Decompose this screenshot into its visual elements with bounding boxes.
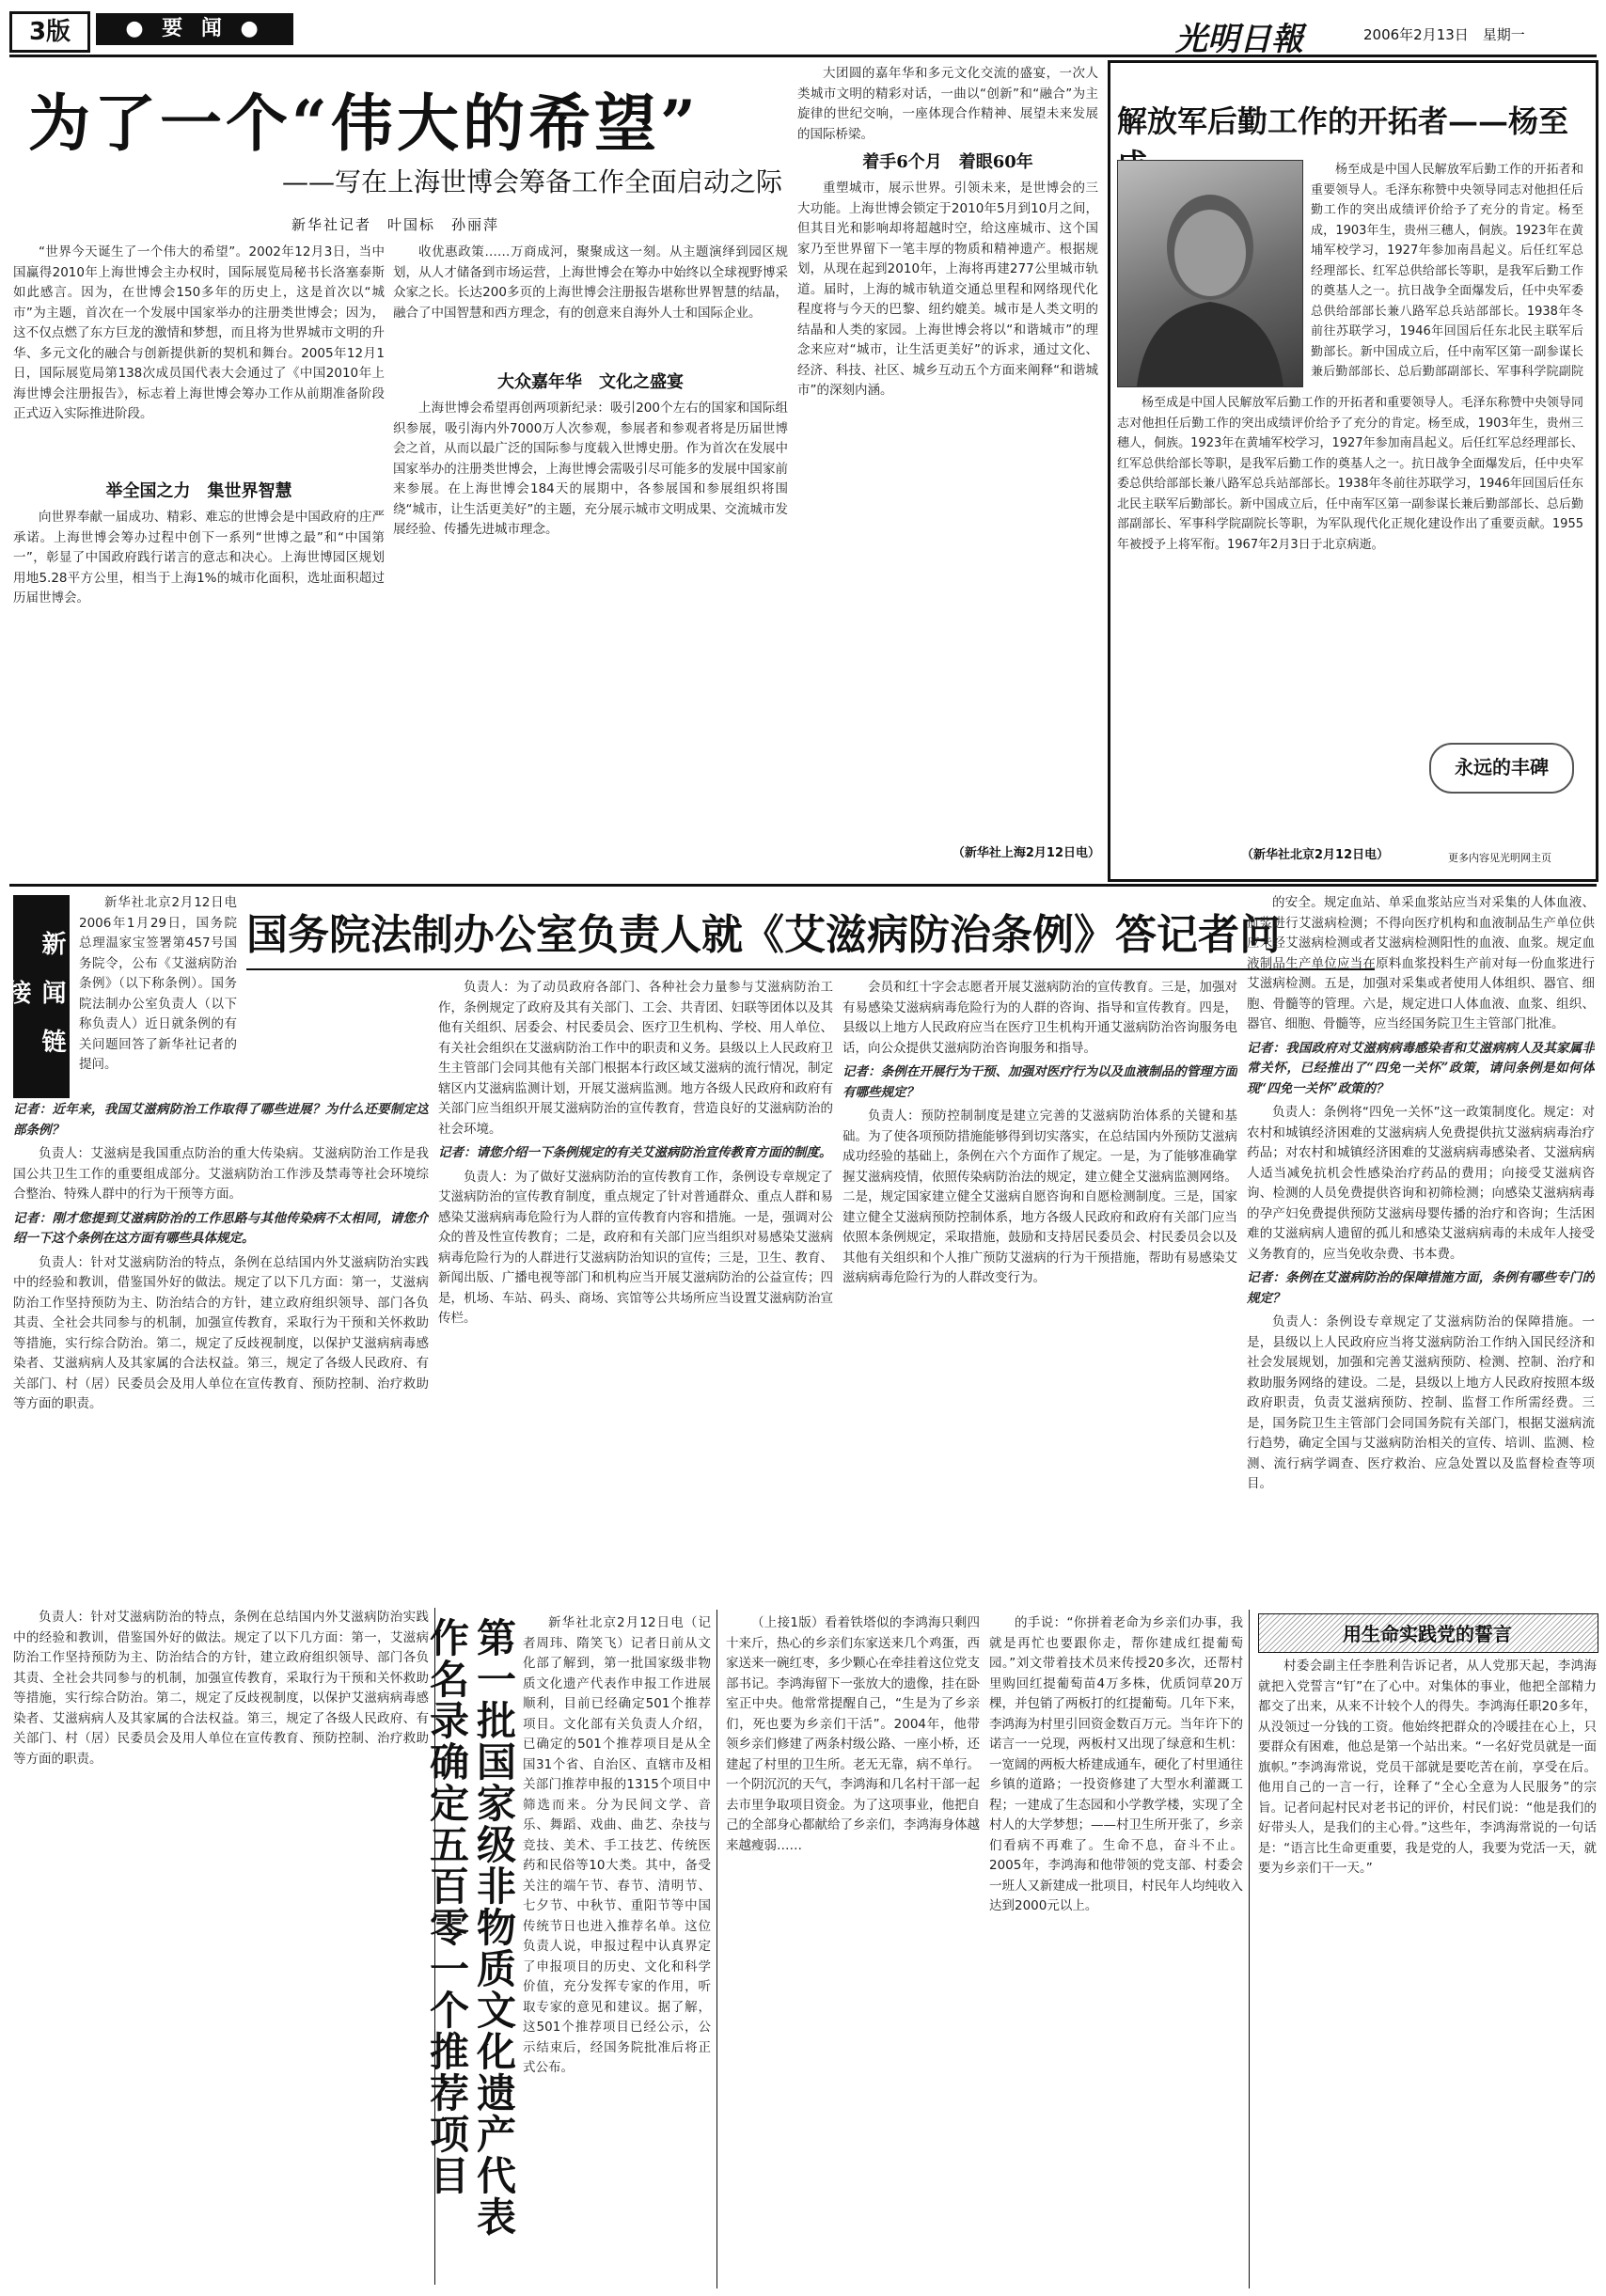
lead-col3b: 重塑城市，展示世界。引领未来，是世博会的三大功能。上海世博会锁定于2010年5月到10月之间，但其目光和影响却将超越时空，给这座城市、这个国家乃至世界留下一笔丰厚的物质和精神遗产。根据规划，从现在起到2010年，上海将再建277公里城市轨道。届时，上海的城市轨道交通总里程和网络现代化程度将与今天的巴黎、纽约媲美。城市是人类文明的结晶和人类的家园。上海世博会将以“和谐城市”的理念来应对“城市，让生活更美好”的诉求，通过文化、经济、科技、社区、城乡互动五个方面来阐释“和谐城市”的深刻内涵。 — [797, 181, 1098, 398]
portrait-photo — [1117, 160, 1303, 387]
biography-title: 解放军后勤工作的开拓者——杨至 — [1117, 103, 1569, 139]
memorial-seal: 永远的丰碑 — [1429, 743, 1574, 794]
answer: 负责人：针对艾滋病防治的特点，条例在总结国内外艾滋病防治实践中的经验和教训，借鉴国外好的做法。规定了以下几方面：第一，艾滋病防治工作坚持预防为主、防治结合的方针，建立政府组织领导、部门各负其责、全社会共同参与的机制，加强宣传教育，采取行为干预和关怀救助等措施，实行综合防治。第二，规定了反歧视制度，以保护艾滋病病毒感染者、艾滋病病人及其家属的合法权益。第三，规定了各级人民政府、有关部门、村（居）民委员会及用人单位在宣传教育、预防控制、治疗救助等方面的职责。 — [13, 1254, 429, 1411]
section-label: ● 要 闻 ● — [96, 13, 293, 45]
answer: 的安全。规定血站、单采血浆站应当对采集的人体血液、血浆进行艾滋病检测；不得向医疗机构和血液制品生产单位供应未经艾滋病检测或者艾滋病检测阳性的血液、血浆。规定血液制品生产单位应当在原料血浆投料生产前对每一份血浆进行艾滋病检测。五是，加强对采集或者使用人体组织、器官、细胞、骨髓等的管理。六是，规定进口人体血液、血浆、组织、器官、细胞、骨髓等，应当经国务院卫生主管部门批准。 — [1247, 895, 1595, 1031]
answer: 负责人：为了动员政府各部门、各种社会力量参与艾滋病防治工作，条例规定了政府及其有关部门、工会、共青团、妇联等团体以及其他有关组织、居委会、村民委员会、医疗卫生机构、学校、用人单位、有关社会组织在艾滋病防治工作中的职责和义务。县级以上人民政府卫生主管部门会同其他有关部门根据本行政区域艾滋病的流行情况，制定辖区内艾滋病监测计划，开展艾滋病监测。地方各级人民政府和政府有关部门应当组织开展艾滋病防治的宣传教育，营造良好的艾滋病防治的社会环境。 — [438, 980, 833, 1137]
lead-col3: 大团圆的嘉年华和多元文化交流的盛宴，一次人类城市文明的精彩对话，一曲以“创新”和“融合”为主旋律的世纪交响，一座体现合作精神、展望未来发展的国际桥梁。 — [797, 66, 1098, 142]
aids-headline-rule — [246, 968, 1375, 970]
heritage-headline: 第一批国家级非物质文化遗产代表作名录确定五百零一个推荐项目 — [424, 1617, 517, 2238]
answer: 会员和红十字会志愿者开展艾滋病防治的宣传教育。三是，加强对有易感染艾滋病病毒危险行为的人群的咨询、指导和宣传教育。四是，县级以上地方人民政府应当在医疗卫生机构开通艾滋病防治咨询服务电话，向公众提供艾滋病防治咨询服务和指导。 — [842, 980, 1237, 1056]
lead-col2b: 上海世博会希望再创两项新纪录：吸引200个左右的国家和国际组织参展，吸引海内外7000万人次参观，参展者和参观者将是历届世博会之首，从而以最广泛的国际参与度载入世博史册。作为首次在发展中国家举办的注册类世博会，上海世博会需吸引尽可能多的发展中国家前来参展。在上海世博会184天的展期中，各参展国和参展组织将围绕“城市，让生活更美好”的主题，充分展示城市文明成果、交流城市发展经验、传播先进城市理念。 — [393, 401, 788, 537]
biography-credit: （新华社北京2月12日电） — [1241, 848, 1390, 862]
oath-title: 用生命实践党的誓言 — [1343, 1623, 1512, 1645]
aids-col4 — [1247, 893, 1595, 1603]
question: 记者：条例在艾滋病防治的保障措施方面，条例有哪些专门的规定？ — [1247, 1270, 1595, 1306]
heritage-text: 新华社北京2月12日电（记者周玮、隋笑飞）记者日前从文化部了解到，第一批国家级非物质文化遗产代表作申报工作进展顺利，目前已经确定501个推荐项目。文化部有关负责人介绍，已确定的501个推荐项目是从全国31个省、自治区、直辖市及相关部门推荐申报的1315个项目中筛选而来。分为民间文学、音乐、舞蹈、戏曲、曲艺、杂技与竞技、美术、手工技艺、传统医药和民俗等10大类。其中，备受关注的端午节、春节、清明节、七夕节、中秋节、重阳节等中国传统节日也进入推荐名单。这位负责人说，申报过程中认真界定了申报项目的历史、文化和科学价值，充分发挥专家的作用，听取专家的意见和建议。据了解，这501个推荐项目已经公示，公示结束后，经国务院批准后将正式公布。 — [523, 1615, 711, 2075]
answer: 负责人：预防控制制度是建立完善的艾滋病防治体系的关键和基础。为了使各项预防措施能够得到切实落实，在总结国内外预防艾滋病成功经验的基础上，条例在六个方面作了规定。一是，为了能够准确掌握艾滋病疫情，依照传染病防治法的规定，建立健全艾滋病监测网络。二是，规定国家建立健全艾滋病自愿咨询和自愿检测制度。三是，国家建立健全艾滋病预防控制体系，地方各级人民政府和政府有关部门应当依照本条例规定，采取措施，鼓励和支持居民委员会、村民委员会以及其他有关组织和个人推广预防艾滋病的行为干预措施，帮助有易感染艾滋病病毒危险行为的人群改变行为。 — [842, 1109, 1237, 1285]
question: 记者：刚才您提到艾滋病防治的工作思路与其他传染病不太相同，请您介绍一下这个条例在这方面有哪些具体规定。 — [13, 1210, 429, 1246]
issue-date: 2006年2月13日 星期一 — [1363, 26, 1525, 43]
answer: 负责人：艾滋病是我国重点防治的重大传染病。艾滋病防治工作是我国公共卫生工作的重要组成部分。艾滋病防治工作涉及禁毒等社会环境综合整治、特殊人群中的行为干预等方面。 — [13, 1146, 429, 1202]
answer: 负责人：条例将“四免一关怀”这一政策制度化。规定：对农村和城镇经济困难的艾滋病病人免费提供抗艾滋病病毒治疗药品；对农村和城镇经济困难的艾滋病病毒感染者、艾滋病病人适当减免抗机会性感染治疗药品的费用；向接受艾滋病咨询、检测的人员免费提供咨询和初筛检测；向感染艾滋病病毒的孕产妇免费提供预防艾滋病母婴传播的治疗和咨询；生活困难的艾滋病病人遗留的孤儿和感染艾滋病病毒的未成年人接受义务教育的，应当免收杂费、书本费。 — [1247, 1105, 1595, 1262]
question: 记者：请您介绍一下条例规定的有关艾滋病防治宣传教育方面的制度。 — [438, 1145, 832, 1160]
answer: 负责人：为了做好艾滋病防治的宣传教育工作，条例设专章规定了艾滋病防治的宣传教育制度，重点规定了针对普通群众、重点人群和易感染艾滋病病毒危险行为人群的宣传教育内容和措施。一是，强调对公众的普及性宣传教育；二是，政府和有关部门应当组织对易感染艾滋病病毒危险行为的人群进行艾滋病防治知识的宣传；三是，卫生、教育、新闻出版、广播电视等部门和机构应当开展艾滋病防治的公益宣传；四是，机场、车站、码头、商场、宾馆等公共场所应当设置艾滋病防治宣传栏。 — [438, 1169, 833, 1326]
question: 记者：近年来，我国艾滋病防治工作取得了哪些进展？为什么还要制定这部条例？ — [13, 1102, 429, 1138]
newspaper-logo: 光明日報 — [1175, 21, 1303, 58]
section-divider — [9, 884, 1597, 887]
aids-col1 — [13, 1100, 429, 1603]
lead-subtitle: ——写在上海世博会筹备工作全面启动之际 — [282, 166, 783, 197]
oath-text: 村委会副主任李胜利告诉记者，从人党那天起，李鸿海就把入党誓言“钉”在了心中。对集体的事业，他把全部精力都交了出来，从来不计较个人的得失。李鸿海任职20多年，从没领过一分钱的工资。他始终把群众的冷暖挂在心上，只要群众有困难，他总是第一个站出来。“一名好党员就是一面旗帜。”李鸿海常说，党员干部就是要吃苦在前，享受在后。他用自己的一言一行，诠释了“全心全意为人民服务”的宗旨。记者问起村民对老书记的评价，村民们说：“他是我们的好带头人，是我们的主心骨。”这些年，李鸿海常说的一句话是：“语言比生命更重要，我是党的人，我要为党活一天，就要为乡亲们干一天。” — [1258, 1659, 1597, 1876]
portrait-figure — [1118, 161, 1302, 386]
aids-headline: 国务院法制办公室负责人就《艾滋病防治条例》答记者问 — [246, 911, 1281, 959]
aids-col2 — [438, 978, 833, 1603]
feature-col2: 的手说：“你拼着老命为乡亲们办事，我就是再忙也要跟你走，帮你建成红提葡萄园。”刘文带着技术员来传授20多次，还帮村里购回红提葡萄苗4万多株，优质饲草20万棵，并包销了两板打的红提葡萄。几年下来，李鸿海为村里引回资金数百万元。当年许下的诺言一一兑现，两板村又出现了绿意和生机：一宽阔的两板大桥建成通车，硬化了村里通往乡镇的道路；一投资修建了大型水利灌溉工程；一建成了生态园和小学教学楼，实现了全村人的大学梦想；——村卫生所开张了，乡亲们看病不再难了。生命不息，奋斗不止。2005年，李鸿海和他带领的党支部、村委会一班人又新建成一批项目，村民年人均纯收入达到2000元以上。 — [989, 1615, 1243, 1913]
more-link[interactable]: 更多内容见光明网主页 — [1448, 852, 1551, 864]
lead-col1: “世界今天诞生了一个伟大的希望”。2002年12月3日，当中国赢得2010年上海世博会主办权时，国际展览局秘书长洛塞泰斯如此感言。因为，在世博会150多年的历史上，这是首次以“城市”为主题，首次在一个发展中国家举办的注册类世博会；因为，这不仅点燃了东方巨龙的激情和梦想，而且将为世界城市文明的升华、多元文化的融合与创新提供新的契机和舞台。2005年12月1日，国际展览局第138次成员国代表大会通过了《中国2010年上海世博会注册报告》，标志着上海世博会筹办工作从前期准备阶段正式迈入实际推进阶段。 — [13, 244, 385, 421]
question: 记者：我国政府对艾滋病病毒感染者和艾滋病病人及其家属非常关怀，已经推出了“四免一关怀”政策，请问条例是如何体现“四免一关怀”政策的？ — [1247, 1040, 1595, 1096]
biography-text-top: 杨至成是中国人民解放军后勤工作的开拓者和重要领导人。毛泽东称赞中央领导同志对他担任后勤工作的突出成绩评价给予了充分的肯定。杨至成，1903年生，贵州三穗人，侗族。1923年在黄埔军校学习，1927年参加南昌起义。后任红军总经理部长、红军总供给部长等职，是我军后勤工作的奠基人之一。抗日战争全面爆发后，任中央军委总供给部部长兼八路军总兵站部部长。1938年冬前往苏联学习，1946年回国后任东北民主联军后勤部长。新中国成立后，任中南军区第一副参谋长兼后勤部部长、总后勤部副部长、军事科学院副院 — [1311, 163, 1583, 379]
lead-credit: （新华社上海2月12日电） — [952, 846, 1100, 860]
lead-col1b: 向世界奉献一届成功、精彩、难忘的世博会是中国政府的庄严承诺。上海世博会筹办过程中创下一系列“世博之最”和“中国第一”，彰显了中国政府践行诺言的意志和决心。上海世博园区规划用地5.28平方公里，相当于上海1%的城市化面积，选址面积超过历届世博会。 — [13, 510, 385, 605]
question: 记者：条例在开展行为干预、加强对医疗行为以及血液制品的管理方面有哪些规定？ — [842, 1064, 1237, 1100]
page-number: 3版 — [9, 11, 90, 53]
aids-col3 — [842, 978, 1237, 1603]
answer: 负责人：条例设专章规定了艾滋病防治的保障措施。一是，县级以上人民政府应当将艾滋病防治工作纳入国民经济和社会发展规划，加强和完善艾滋病预防、检测、控制、治疗和救助服务网络的建设。二是，县级以上地方人民政府按照本级政府职责，负责艾滋病预防、控制、监督工作所需经费。三是，国务院卫生主管部门会同国务院有关部门，根据艾滋病流行趋势，确定全国与艾滋病防治相关的宣传、培训、监测、检测、流行病学调查、医疗救治、应急处置以及监督检查等项目。 — [1247, 1314, 1595, 1491]
lead-heading-1: 举全国之力 集世界智慧 — [105, 481, 292, 501]
lead-byline: 新华社记者 叶国标 孙丽萍 — [291, 216, 500, 233]
lead-headline: 为了一个“伟大的希望” — [28, 86, 700, 160]
aids-col1-cont: 负责人：针对艾滋病防治的特点，条例在总结国内外艾滋病防治实践中的经验和教训，借鉴国外好的做法。规定了以下几方面：第一，艾滋病防治工作坚持预防为主、防治结合的方针，建立政府组织领导、部门各负其责、全社会共同参与的机制，加强宣传教育，采取行为干预和关怀救助等措施，实行综合防治。第二，规定了反歧视制度，以保护艾滋病病毒感染者、艾滋病病人及其家属的合法权益。第三，规定了各级人民政府、有关部门、村（居）民委员会及用人单位在宣传教育、预防控制、治疗救助等方面的职责。 — [13, 1610, 429, 1767]
biography-text: 杨至成是中国人民解放军后勤工作的开拓者和重要领导人。毛泽东称赞中央领导同志对他担任后勤工作的突出成绩评价给予了充分的肯定。杨至成，1903年生，贵州三穗人，侗族。1923年在黄埔军校学习，1927年参加南昌起义。后任红军总经理部长、红军总供给部长等职，是我军后勤工作的奠基人之一。抗日战争全面爆发后，任中央军委总供给部部长兼八路军总兵站部部长。1938年冬前往苏联学习，1946年回国后任东北民主联军后勤部长。新中国成立后，任中南军区第一副参谋长兼后勤部部长、总后勤部副部长、军事科学院副院长等职，为军队现代化正规化建设作出了重要贡献。1955年被授予上将军衔。1967年2月3日于北京病逝。 — [1117, 396, 1583, 552]
column-rule — [716, 1610, 717, 2288]
feature-col1: （上接1版）看着铁塔似的李鸿海只剩四十来斤，热心的乡亲们东家送来几个鸡蛋，西家送来一碗红枣，多少颗心在牵挂着这位党支部书记。李鸿海留下一张放大的遗像，挂在卧室正中央。他常常提醒自己，“生是为了乡亲们，死也要为乡亲们干活”。2004年，他带领乡亲们修建了两条村级公路、一座小桥，还建起了村里的卫生所。老无无靠，病不单行。一个阴沉沉的天气，李鸿海和几名村干部一起去市里争取项目资金。为了这项事业，他把自己的全部身心都献给了乡亲们，李鸿海身体越来越瘦弱…… — [726, 1615, 980, 1853]
masthead — [9, 8, 1597, 57]
lead-heading-2: 大众嘉年华 文化之盛宴 — [497, 372, 684, 392]
lead-heading-3: 着手6个月 着眼60年 — [862, 152, 1033, 172]
news-link-tag: 新闻链接 — [13, 895, 70, 1098]
aids-lead: 新华社北京2月12日电 2006年1月29日，国务院总理温家宝签署第457号国务院令，公布《艾滋病防治条例》（以下称条例）。国务院法制办公室负责人（以下称负责人）近日就条例的有关问题回答了新华社记者的提问。 — [79, 895, 237, 1072]
column-rule — [1249, 1610, 1250, 2288]
lead-col2: 收优惠政策……万商成河，聚聚成这一刻。从主题演绎到园区规划，从人才储备到市场运营，上海世博会在筹办中始终以全球视野博采众家之长。长达200多页的上海世博会注册报告堪称世界智慧的结晶，融合了中国智慧和西方理念，有的创意来自海外人士和国际企业。 — [393, 244, 788, 321]
